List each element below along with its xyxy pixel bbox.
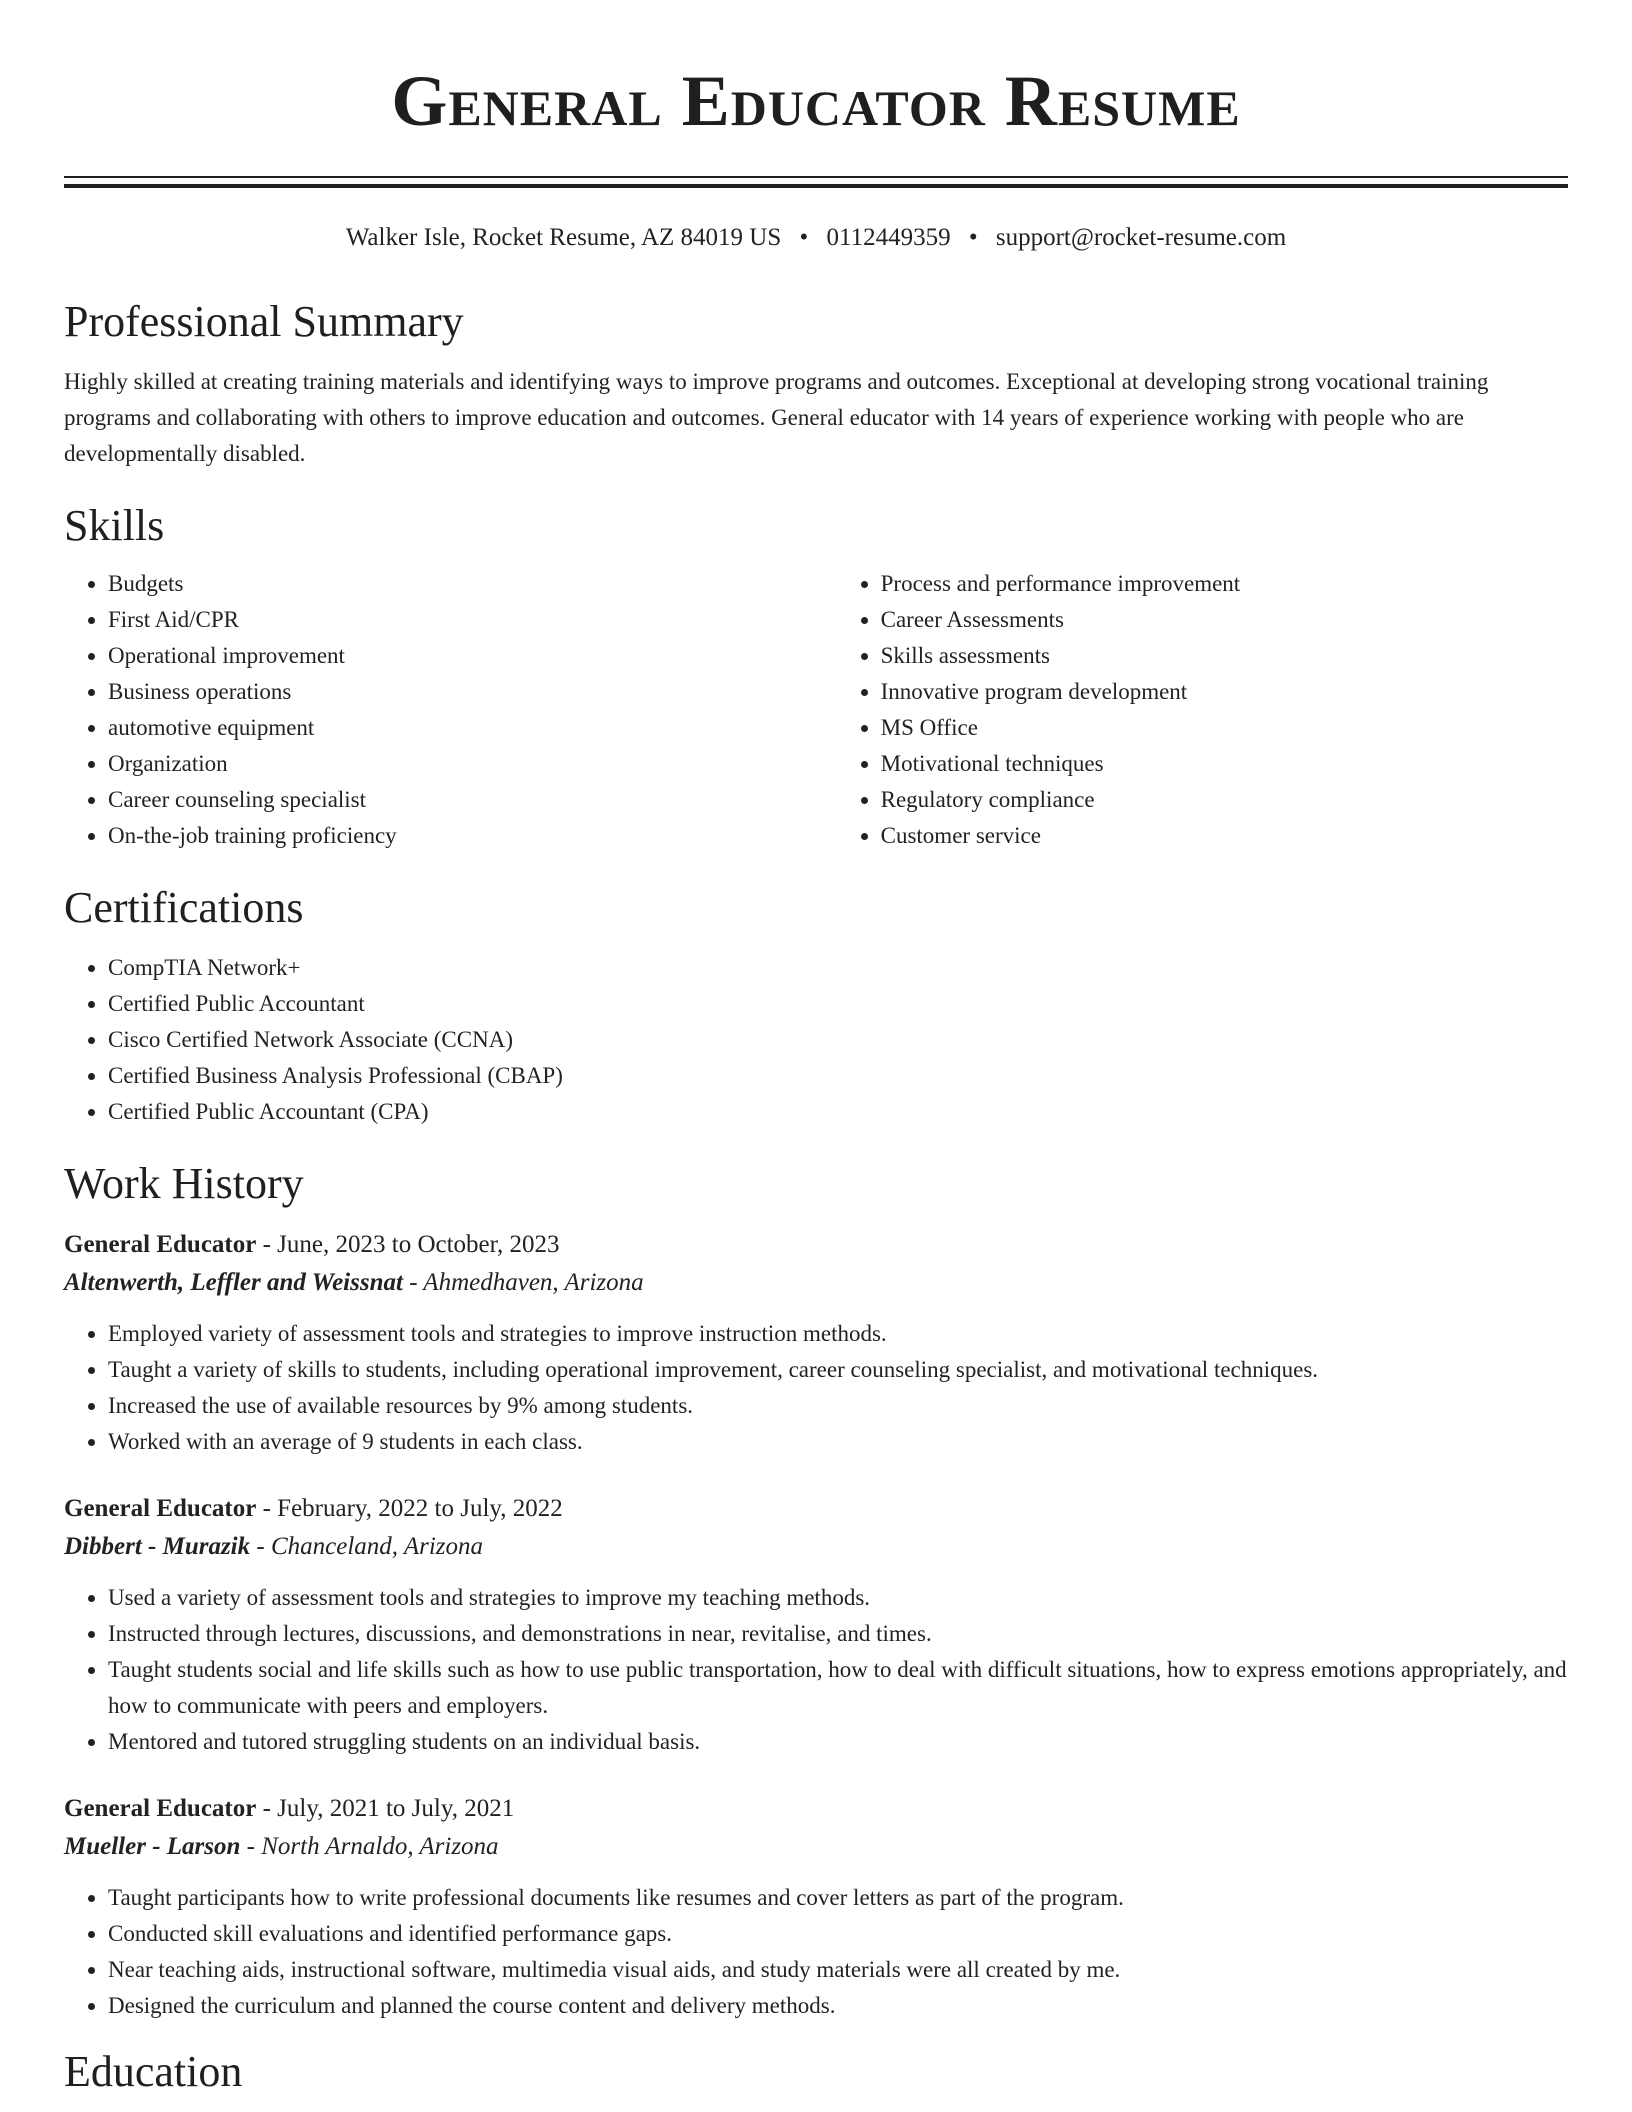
skills-columns [64,566,1568,854]
list-item: • MS Office [881,710,1568,746]
employer-name: Dibbert - Murazik [64,1533,251,1560]
list-item: • Career counseling specialist [108,782,837,818]
skills-list-right [837,566,1568,854]
list-item: • Cisco Certified Network Associate (CCNA) [108,1022,1568,1058]
education-heading: Education [64,2047,243,2096]
contact-phone: 0112449359 [826,224,951,251]
job-title-line [64,1790,1568,1828]
job-entry [64,1226,1568,1460]
list-item: • Innovative program development [881,674,1568,710]
employer-name: Altenwerth, Leffler and Weissnat [64,1269,403,1296]
contact-separator: • [799,224,809,251]
skills-section [64,498,1568,854]
employer-line [64,1264,1568,1302]
list-item: • Used a variety of assessment tools and strategies to improve my teaching methods. [108,1580,1568,1616]
list-item: • On-the-job training proficiency [108,818,837,854]
employer-location: - Ahmedhaven, Arizona [402,1269,644,1296]
list-item: • Worked with an average of 9 students in each class. [108,1424,1568,1460]
job-entry [64,1490,1568,1760]
job-entry [64,1790,1568,2024]
employer-line [64,1828,1568,1866]
certifications-section [64,880,1568,1130]
job-dates: - June, 2023 to October, 2023 [256,1231,560,1258]
employer-location: - Chanceland, Arizona [250,1533,484,1560]
list-item: • Operational improvement [108,638,837,674]
list-item: • Organization [108,746,837,782]
skills-heading: Skills [64,501,165,550]
list-item: • Employed variety of assessment tools and strategies to improve instruction methods. [108,1316,1568,1352]
education-section [64,2044,1568,2100]
list-item: • Process and performance improvement [881,566,1568,602]
job-title-line [64,1490,1568,1528]
work-history-heading: Work History [64,1159,304,1208]
list-item: • Taught a variety of skills to students, including operational improvement, career counseling specialist, and motivational techniques. [108,1352,1568,1388]
employer-name: Mueller - Larson [64,1833,241,1860]
list-item: • Motivational techniques [881,746,1568,782]
contact-address: Walker Isle, Rocket Resume, AZ 84019 US [345,224,782,251]
professional-summary-section [64,294,1568,472]
job-title: General Educator [64,1795,257,1822]
summary-heading: Professional Summary [64,297,464,346]
certifications-heading: Certifications [64,883,304,932]
job-bullets [64,1880,1568,2024]
list-item: • Customer service [881,818,1568,854]
list-item: • Certified Public Accountant (CPA) [108,1094,1568,1130]
job-bullets [64,1580,1568,1760]
job-title: General Educator [64,1495,257,1522]
list-item: • Mentored and tutored struggling students on an individual basis. [108,1724,1568,1760]
job-title-line [64,1226,1568,1264]
employer-line [64,1528,1568,1566]
list-item: • Career Assessments [881,602,1568,638]
list-item: • Increased the use of available resources by 9% among students. [108,1388,1568,1424]
job-dates: - July, 2021 to July, 2021 [256,1795,515,1822]
page-title: General Educator Resume [391,61,1241,141]
list-item: • Taught students social and life skills such as how to use public transportation, how to deal with difficult situations, how to express emotions appropriately, and how to communicate with peers and employers. [108,1652,1568,1724]
title-rule-top [64,176,1568,178]
list-item: • Designed the curriculum and planned the course content and delivery methods. [108,1988,1568,2024]
skills-list-left [64,566,837,854]
list-item: • Certified Business Analysis Professional (CBAP) [108,1058,1568,1094]
list-item: • First Aid/CPR [108,602,837,638]
title-rule-bottom [64,184,1568,188]
contact-separator: • [968,224,978,251]
job-title: General Educator [64,1231,257,1258]
list-item: • Conducted skill evaluations and identified performance gaps. [108,1916,1568,1952]
list-item: • Budgets [108,566,837,602]
list-item: • Certified Public Accountant [108,986,1568,1022]
list-item: • Instructed through lectures, discussions, and demonstrations in near, revitalise, and times. [108,1616,1568,1652]
list-item: • Taught participants how to write professional documents like resumes and cover letters as part of the program. [108,1880,1568,1916]
list-item: • Skills assessments [881,638,1568,674]
employer-location: - North Arnaldo, Arizona [240,1833,499,1860]
contact-line [64,222,1568,254]
list-item: • CompTIA Network+ [108,950,1568,986]
list-item: • Regulatory compliance [881,782,1568,818]
work-history-section [64,1156,1568,2024]
summary-text: Highly skilled at creating training materials and identifying ways to improve programs and outcomes. Exceptional at developing strong vocational training programs and collaborating with others to improve education and outcomes. General educator with 14 years of experience working with people who are developmentally disabled. [64,369,1489,466]
contact-email: support@rocket-resume.com [995,224,1287,251]
list-item: • automotive equipment [108,710,837,746]
job-bullets [64,1316,1568,1460]
job-dates: - February, 2022 to July, 2022 [256,1495,563,1522]
list-item: • Business operations [108,674,837,710]
certifications-list [64,950,1568,1130]
list-item: • Near teaching aids, instructional software, multimedia visual aids, and study materials were all created by me. [108,1952,1568,1988]
